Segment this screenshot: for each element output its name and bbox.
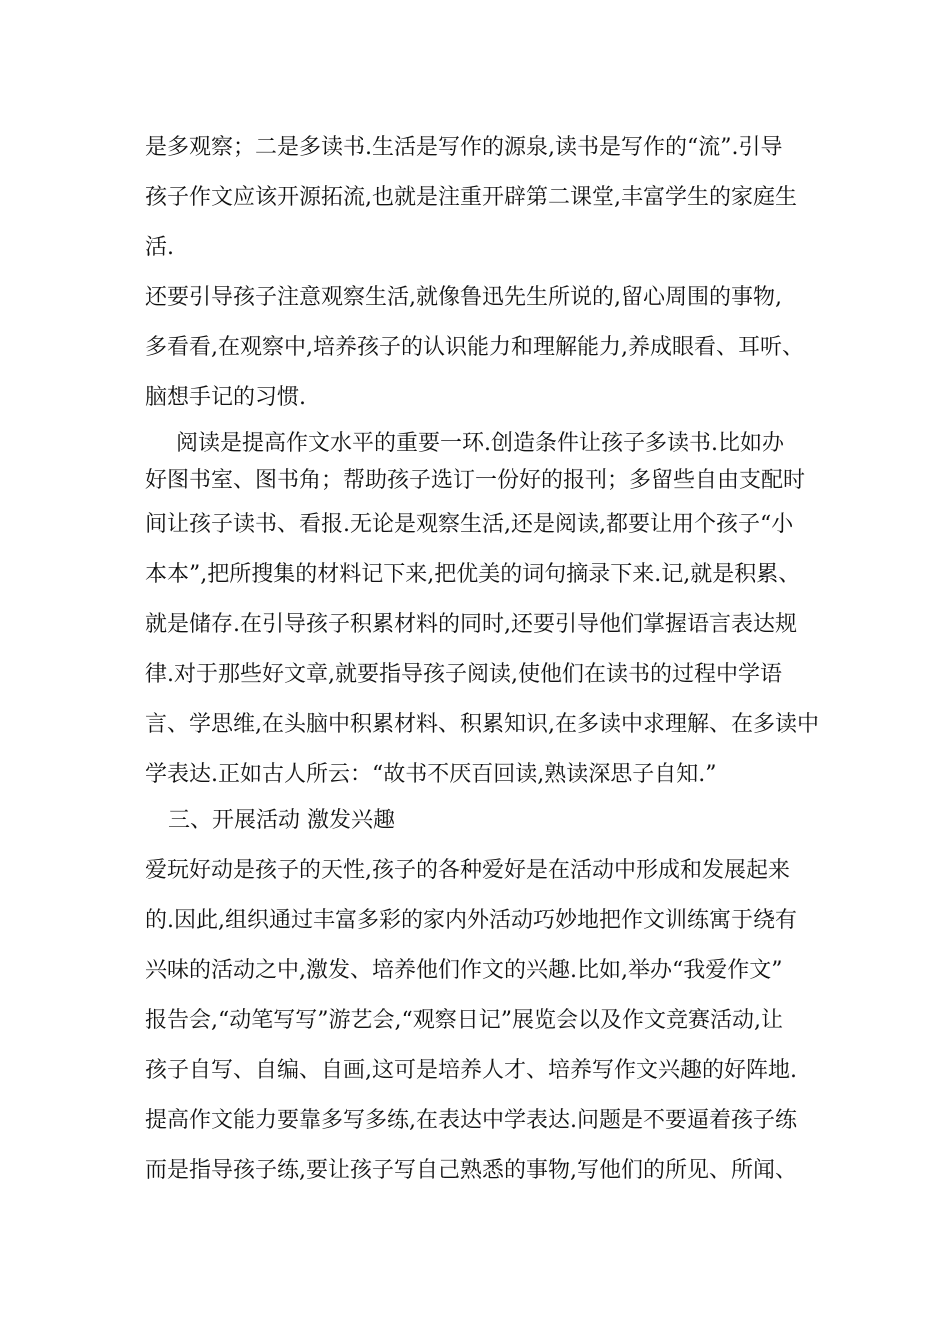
text-line: 本本”,把所搜集的材料记下来,把优美的词句摘录下来.记,就是积累、 — [145, 562, 801, 587]
text-line: 孩子自写、自编、自画,这可是培养人才、培养写作文兴趣的好阵地. — [145, 1058, 797, 1083]
text-line: 爱玩好动是孩子的天性,孩子的各种爱好是在活动中形成和发展起来 — [145, 858, 790, 883]
text-line: 兴味的活动之中,激发、培养他们作文的兴趣.比如,举办“我爱作文” — [145, 958, 783, 983]
text-line: 活. — [145, 235, 174, 260]
text-line: 而是指导孩子练,要让孩子写自己熟悉的事物,写他们的所见、所闻、 — [145, 1158, 797, 1183]
text-line: 间让孩子读书、看报.无论是观察生活,还是阅读,都要让用个孩子“小 — [145, 512, 794, 537]
paragraph-first-line: 阅读是提高作文水平的重要一环.创造条件让孩子多读书.比如办 — [176, 431, 784, 456]
text-line: 就是储存.在引导孩子积累材料的同时,还要引导他们掌握语言表达规 — [145, 612, 797, 637]
text-line: 是多观察；二是多读书.生活是写作的源泉,读书是写作的“流”.引导 — [145, 135, 783, 160]
text-line: 学表达.正如古人所云：“故书不厌百回读,熟读深思子自知.” — [145, 762, 717, 787]
text-line: 脑想手记的习惯. — [145, 385, 306, 410]
text-line: 多看看,在观察中,培养孩子的认识能力和理解能力,养成眼看、耳听、 — [145, 335, 804, 360]
text-line: 还要引导孩子注意观察生活,就像鲁迅先生所说的,留心周围的事物, — [145, 285, 782, 310]
text-line: 提高作文能力要靠多写多练,在表达中学表达.问题是不要逼着孩子练 — [145, 1108, 797, 1133]
text-line: 好图书室、图书角；帮助孩子选订一份好的报刊；多留些自由支配时 — [145, 468, 806, 493]
text-line: 孩子作文应该开源拓流,也就是注重开辟第二课堂,丰富学生的家庭生 — [145, 185, 797, 210]
text-line: 报告会,“动笔写写”游艺会,“观察日记”展览会以及作文竞赛活动,让 — [145, 1008, 783, 1033]
section-heading: 三、开展活动 激发兴趣 — [168, 808, 395, 833]
text-line: 律.对于那些好文章,就要指导孩子阅读,使他们在读书的过程中学语 — [145, 662, 782, 687]
text-line: 言、学思维,在头脑中积累材料、积累知识,在多读中求理解、在多读中 — [145, 712, 819, 737]
text-line: 的.因此,组织通过丰富多彩的家内外活动巧妙地把作文训练寓于绕有 — [145, 908, 797, 933]
